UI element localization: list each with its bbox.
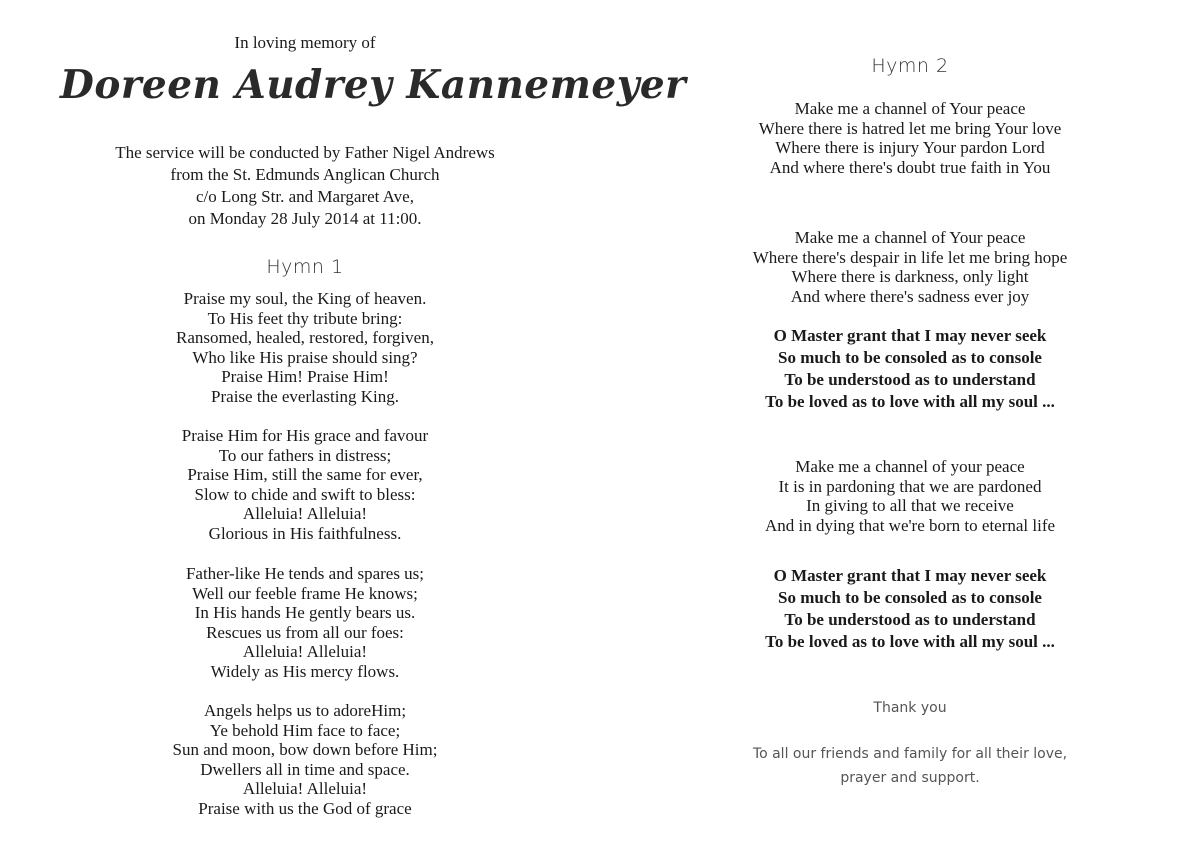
lyric-line: Praise the everlasting King.	[211, 386, 399, 406]
lyric-line: O Master grant that I may never seek	[773, 326, 1047, 345]
hymn-2-stanza-2	[700, 228, 1120, 306]
lyric-line: O Master grant that I may never seek	[773, 566, 1047, 585]
lyric-line: And in dying that we're born to eternal life	[764, 515, 1056, 535]
memorial-intro: In loving memory of	[234, 33, 376, 52]
thank-you-message	[700, 742, 1120, 790]
lyric-line: Alleluia! Alleluia!	[242, 642, 368, 662]
lyric-line: And where there's doubt true faith in You	[769, 157, 1051, 177]
hymn-2-refrain-2	[700, 565, 1120, 653]
lyric-line: Alleluia! Alleluia!	[242, 779, 368, 799]
hymn-1-stanza-4	[100, 701, 510, 819]
lyric-line: Make me a channel of your peace	[795, 457, 1025, 476]
lyric-line: So much to be consoled as to console	[778, 588, 1042, 607]
lyric-line: Angels helps us to adoreHim;	[203, 701, 407, 720]
lyric-line: Widely as His mercy flows.	[210, 661, 400, 681]
hymn-2-stanza-1	[700, 99, 1120, 177]
hymn-1-stanza-2	[100, 426, 510, 544]
lyric-line: Where there is darkness, only light	[791, 267, 1029, 287]
thank-you-title: Thank you	[873, 700, 947, 716]
lyric-line: To be understood as to understand	[784, 370, 1036, 389]
lyric-line: And where there's sadness ever joy	[790, 286, 1030, 306]
lyric-line: Dwellers all in time and space.	[200, 759, 410, 779]
lyric-line: To His feet thy tribute bring:	[207, 308, 403, 328]
lyric-line: In His hands He gently bears us.	[194, 603, 416, 623]
hymn-2-refrain-1	[700, 325, 1120, 413]
lyric-line: Praise with us the God of grace	[198, 798, 412, 818]
service-details	[100, 142, 510, 230]
lyric-line: Where there's despair in life let me bring hope	[752, 247, 1068, 267]
lyric-line: Rescues us from all our foes:	[206, 622, 404, 642]
lyric-line: Where there is injury Your pardon Lord	[775, 138, 1045, 158]
lyric-line: Well our feeble frame He knows;	[192, 583, 418, 603]
thanks-line: To all our friends and family for all their love,	[752, 746, 1068, 762]
lyric-line: Where there is hatred let me bring Your love	[758, 118, 1062, 138]
thanks-line: prayer and support.	[840, 770, 980, 786]
lyric-line: Praise Him for His grace and favour	[181, 426, 429, 445]
lyric-line: Praise Him, still the same for ever,	[187, 465, 423, 485]
hymn-1-title: Hymn 1	[266, 256, 344, 278]
lyric-line: It is in pardoning that we are pardoned	[778, 476, 1042, 496]
lyric-line: Who like His praise should sing?	[192, 347, 418, 367]
lyric-line: Ransomed, healed, restored, forgiven,	[176, 328, 434, 348]
lyric-line: Ye behold Him face to face;	[209, 720, 401, 740]
hymn-2-stanza-3	[700, 457, 1120, 535]
service-line: c/o Long Str. and Margaret Ave,	[196, 187, 414, 206]
service-line: on Monday 28 July 2014 at 11:00.	[188, 209, 422, 228]
lyric-line: Father-like He tends and spares us;	[185, 564, 425, 583]
lyric-line: Praise my soul, the King of heaven.	[183, 289, 427, 308]
lyric-line: Alleluia! Alleluia!	[242, 504, 368, 524]
lyric-line: Make me a channel of Your peace	[794, 99, 1026, 118]
service-line: The service will be conducted by Father Nigel Andrews	[115, 143, 495, 162]
deceased-name: Doreen Audrey Kannemeyer	[60, 62, 687, 108]
hymn-1-stanza-3	[100, 564, 510, 682]
lyric-line: To be understood as to understand	[784, 610, 1036, 629]
lyric-line: Sun and moon, bow down before Him;	[172, 740, 438, 760]
lyric-line: To be loved as to love with all my soul ...	[765, 632, 1055, 651]
lyric-line: Slow to chide and swift to bless:	[194, 484, 416, 504]
lyric-line: Praise Him! Praise Him!	[221, 367, 389, 387]
lyric-line: To our fathers in distress;	[218, 445, 392, 465]
hymn-1-stanza-1	[100, 289, 510, 407]
lyric-line: So much to be consoled as to console	[778, 348, 1042, 367]
lyric-line: In giving to all that we receive	[806, 496, 1014, 516]
hymn-2-title: Hymn 2	[871, 55, 949, 77]
lyric-line: To be loved as to love with all my soul ...	[765, 392, 1055, 411]
lyric-line: Glorious in His faithfulness.	[208, 523, 402, 543]
service-line: from the St. Edmunds Anglican Church	[170, 165, 440, 184]
lyric-line: Make me a channel of Your peace	[794, 228, 1026, 247]
